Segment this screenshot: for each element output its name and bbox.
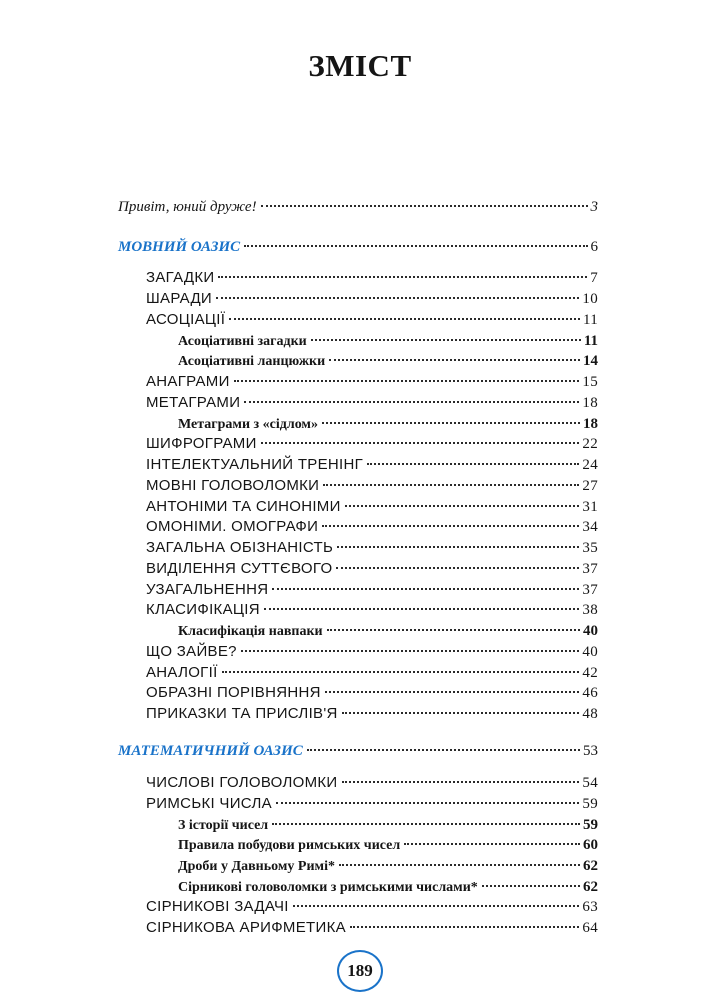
toc-entry-title: АСОЦІАЦІЇ (146, 311, 226, 328)
toc-entry-page: 3 (590, 199, 598, 215)
toc-entry-page: 48 (582, 706, 598, 722)
dot-leader (261, 203, 588, 207)
toc-entry-title: РИМСЬКІ ЧИСЛА (146, 795, 272, 812)
toc-entry-page: 59 (583, 817, 598, 833)
toc-entry (146, 454, 598, 476)
dot-leader (261, 440, 580, 444)
toc-entry-title: ШИФРОГРАМИ (146, 435, 257, 452)
dot-leader (329, 357, 580, 361)
toc-entry (146, 599, 598, 621)
dot-leader (336, 565, 579, 569)
toc-entry (146, 662, 598, 684)
dot-leader (367, 461, 579, 465)
toc-entry-page: 63 (582, 899, 598, 915)
toc-entry (178, 330, 598, 352)
toc-entry (146, 682, 598, 704)
dot-leader (216, 295, 579, 299)
toc-entry-title: МОВНІ ГОЛОВОЛОМКИ (146, 477, 320, 494)
toc-entry-title: З історії чисел (178, 818, 269, 833)
toc-entry-title: СІРНИКОВІ ЗАДАЧІ (146, 898, 289, 915)
dot-leader (218, 274, 587, 278)
toc-entry-page: 59 (582, 796, 598, 812)
toc-entry-title: Дроби у Давньому Римі* (178, 859, 335, 874)
toc-entry-title: ЗАГАДКИ (146, 269, 215, 286)
dot-leader (342, 710, 580, 714)
toc-entry-title: МЕТАГРАМИ (146, 394, 241, 411)
toc-entry-page: 15 (582, 374, 598, 390)
toc-entry-title: АНАГРАМИ (146, 373, 230, 390)
dot-leader (323, 482, 579, 486)
dot-leader (339, 862, 580, 866)
toc-entry-page: 42 (582, 665, 598, 681)
toc-entry (146, 896, 598, 918)
toc-entry (178, 834, 598, 856)
toc-entry (146, 496, 598, 518)
toc-entry-page: 62 (583, 858, 598, 874)
dot-leader (482, 883, 580, 887)
toc-entry-page: 35 (582, 540, 598, 556)
toc-entry-page: 22 (582, 436, 598, 452)
toc-entry (178, 413, 598, 435)
dot-leader (244, 243, 587, 247)
toc-entry-title: Асоціативні ланцюжки (178, 354, 326, 369)
toc-entry-page: 14 (583, 353, 598, 369)
toc-entry (118, 196, 598, 218)
dot-leader (345, 503, 580, 507)
toc-entry (178, 620, 598, 642)
toc-entry (146, 309, 598, 331)
toc-entry-title: МОВНИЙ ОАЗИС (118, 239, 241, 255)
dot-leader (350, 924, 579, 928)
toc-entry-title: Сірникові головоломки з римськими числами* (178, 880, 478, 895)
toc-entry-title: ШАРАДИ (146, 290, 212, 307)
toc-entry (146, 772, 598, 794)
toc-entry-page: 64 (582, 920, 598, 936)
dot-leader (404, 841, 580, 845)
toc-entry (178, 350, 598, 372)
toc-entry-title: ЩО ЗАЙВЕ? (146, 643, 237, 660)
toc-entry-title: Привіт, юний друже! (118, 199, 257, 215)
toc-entry (146, 475, 598, 497)
toc-entry-page: 11 (582, 312, 598, 328)
page-title: ЗМІСТ (308, 48, 412, 83)
toc-entry-title: КЛАСИФІКАЦІЯ (146, 601, 260, 618)
dot-leader (325, 689, 580, 693)
toc-entry-page: 7 (590, 270, 598, 286)
toc-entry-title: ЧИСЛОВІ ГОЛОВОЛОМКИ (146, 774, 338, 791)
toc-entry-page: 10 (582, 291, 598, 307)
dot-leader (244, 399, 579, 403)
toc-entry-title: Асоціативні загадки (178, 334, 307, 349)
toc-entry-page: 34 (582, 519, 598, 535)
toc-entry-title: МАТЕМАТИЧНИЙ ОАЗИС (118, 743, 303, 759)
toc-entry-page: 60 (583, 837, 598, 853)
toc-entry-page: 62 (583, 879, 598, 895)
dot-leader (337, 544, 579, 548)
toc-entry (146, 703, 598, 725)
toc-entry-page: 40 (583, 623, 598, 639)
dot-leader (229, 316, 580, 320)
toc-entry (146, 433, 598, 455)
toc-entry-title: АНАЛОГІЇ (146, 664, 218, 681)
toc-entry (146, 267, 598, 289)
dot-leader (272, 821, 580, 825)
dot-leader (293, 903, 580, 907)
dot-leader (322, 523, 579, 527)
toc-entry (146, 288, 598, 310)
dot-leader (311, 337, 581, 341)
dot-leader (276, 800, 579, 804)
toc-entry-page: 18 (582, 395, 598, 411)
dot-leader (241, 648, 580, 652)
toc-entry-page: 37 (582, 561, 598, 577)
toc-entry-page: 40 (582, 644, 598, 660)
toc-entry-page: 54 (582, 775, 598, 791)
toc-entry (146, 558, 598, 580)
toc-entry-title: АНТОНІМИ ТА СИНОНІМИ (146, 498, 341, 515)
toc-entry-title: ЗАГАЛЬНА ОБІЗНАНІСТЬ (146, 539, 334, 556)
toc-entry-page: 18 (583, 416, 598, 432)
toc-entry (146, 641, 598, 663)
dot-leader (322, 420, 580, 424)
toc-entry-title: ОМОНІМИ. ОМОГРАФИ (146, 518, 319, 535)
toc-entry-page: 53 (583, 743, 598, 759)
toc-entry-title: ІНТЕЛЕКТУАЛЬНИЙ ТРЕНІНГ (146, 456, 364, 473)
dot-leader (222, 669, 580, 673)
dot-leader (234, 378, 580, 382)
toc-entry-page: 6 (590, 239, 598, 255)
toc-entry (178, 876, 598, 898)
toc-entry-title: Правила побудови римських чисел (178, 838, 401, 853)
toc-entry (146, 917, 598, 939)
toc-entry-page: 31 (582, 499, 598, 515)
toc-entry-title: ПРИКАЗКИ ТА ПРИСЛІВ'Я (146, 705, 338, 722)
dot-leader (342, 779, 580, 783)
toc-entry (146, 537, 598, 559)
dot-leader (264, 606, 580, 610)
toc-entry-title: СІРНИКОВА АРИФМЕТИКА (146, 919, 346, 936)
toc-entry (146, 392, 598, 414)
toc-entry-title: ВИДІЛЕННЯ СУТТЄВОГО (146, 560, 333, 577)
toc-entry (146, 579, 598, 601)
toc-entry-page: 46 (582, 685, 598, 701)
toc-entry (146, 793, 598, 815)
toc-entry (146, 516, 598, 538)
dot-leader (327, 627, 580, 631)
toc-entry (178, 855, 598, 877)
toc-entry-title: Метаграми з «сідлом» (178, 417, 318, 432)
toc-entry-page: 24 (582, 457, 598, 473)
toc-section-heading (118, 236, 598, 258)
dot-leader (307, 747, 580, 751)
toc-entry-page: 11 (583, 333, 598, 349)
toc-section-heading (118, 740, 598, 762)
dot-leader (272, 586, 579, 590)
toc-entry (178, 814, 598, 836)
page-number-badge: 189 (337, 950, 383, 992)
toc-entry-page: 38 (582, 602, 598, 618)
toc-entry-page: 37 (582, 582, 598, 598)
toc-entry-title: ОБРАЗНІ ПОРІВНЯННЯ (146, 684, 321, 701)
toc-entry (146, 371, 598, 393)
toc-entry-title: УЗАГАЛЬНЕННЯ (146, 581, 269, 598)
toc-entry-page: 27 (582, 478, 598, 494)
toc-entry-title: Класифікація навпаки (178, 624, 323, 639)
